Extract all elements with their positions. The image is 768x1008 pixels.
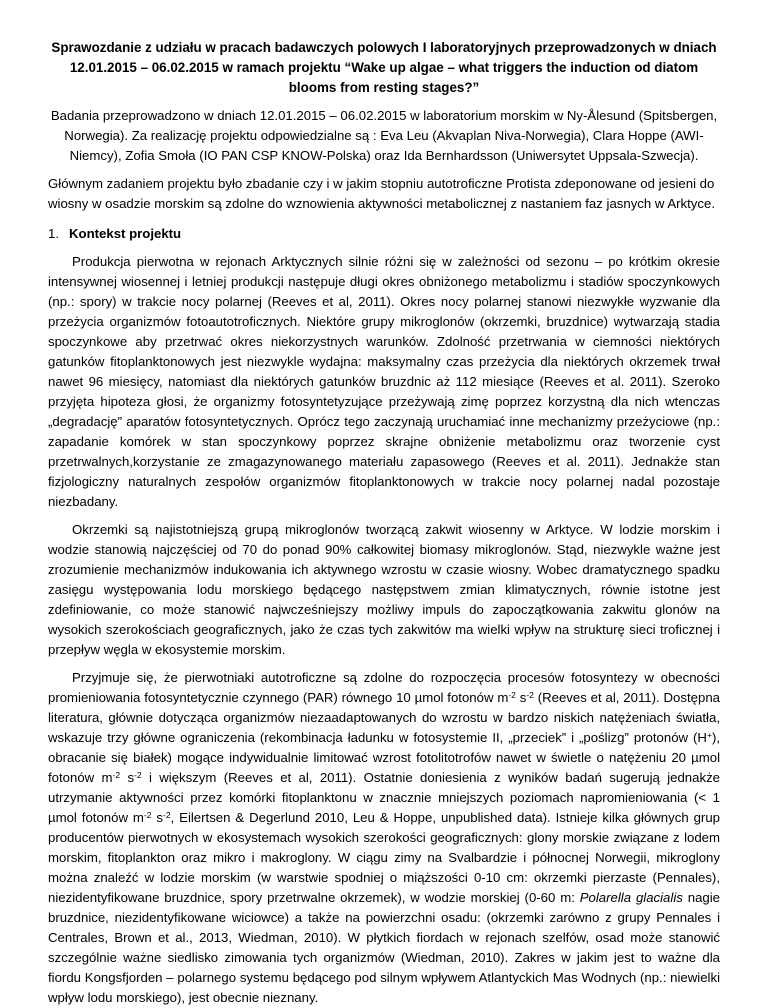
report-title: Sprawozdanie z udziału w pracach badawczych polowych I laboratoryjnych przeprowadzonych w dniach 12.01.2015 – 06.02.2015 w ramach projektu “Wake up algae – what triggers the induction od diatom blooms from resting stages?” — [51, 40, 717, 95]
section-number: 1. — [48, 226, 59, 241]
text-run: Przyjmuje się, że pierwotniaki autotroficzne są zdolne do rozpoczęcia procesów fotosyntezy w obecności promieniowania fotosyntetycznie czynnego (PAR) równego 10 µmol fotonów m — [48, 670, 720, 705]
section-label: Kontekst projektu — [69, 226, 182, 241]
superscript: -2 — [143, 810, 152, 820]
text-run: s — [515, 690, 527, 705]
body-paragraph-1: Produkcja pierwotna w rejonach Arktycznych silnie różni się w zależności od sezonu – po krótkim okresie intensywnej wiosennej i letniej produkcji następuje długi okres obniżonego metabolizmu i stadiów spoczynkowych (np.: spory) w trakcie nocy polarnej (Reeves et al, 2011). Okres nocy polarnej stanowi niezwykłe wyzwanie dla przeżycia organizmów fotoautotroficznych. Niektóre grupy mikroglonów (okrzemki, bruzdnice) wytwarzają stadia spoczynkowe aby przetrwać okres niekorzystnych warunków. Zdolność przetrwania w ciemności niektórych gatunków fitoplanktonowych jest niezwykle wydajna: maksymalny czas przeżycia dla niektórych okrzemek trwał nawet 96 miesięcy, natomiast dla niektórych gatunków bruzdnic aż 112 miesiące (Reeves et al. 2011). Szeroko przyjęta hipoteza głosi, że organizmy fotosyntetyzujące przeżywają zimę poprzez korzystną dla nich wtenczas „degradację” aparatów fotosyntetycznych. Oprócz tego zaczynają uruchamiać inne mechanizmy przeżyciowe (np.: zapadanie komórek w stan spoczynkowy poprzez skrajne obniżenie metabolizmu oraz tworzenie cyst przetrwalnych,korzystanie ze zmagazynowanego materiału zapasowego (Reeves et al. 2011). Jednakże stan fizjologiczny naturalnych zespołów organizmów fitoplanktonowych w trakcie nocy polarnej nadal pozostaje niezbadany. — [48, 254, 720, 509]
superscript: + — [706, 730, 712, 740]
superscript: -2 — [162, 810, 171, 820]
text-run: s — [151, 810, 163, 825]
text-run: s — [120, 770, 135, 785]
section-heading — [48, 224, 720, 244]
body-paragraph-2: Okrzemki są najistotniejszą grupą mikroglonów tworzącą zakwit wiosenny w Arktyce. W lodzie morskim i wodzie stanowią najczęściej od 70 do ponad 90% całkowitej biomasy mikroglonów. Stąd, niezwykle ważne jest zrozumienie mechanizmów indukowania ich aktywnego wzrostu w czasie wiosny. Wobec dramatycznego spadku zasięgu występowania lodu morskiego będącego następstwem zmian klimatycznych, równie istotne jest zdefiniowanie, co może stanowić najwcześniejszy możliwy impuls do zapoczątkowania zakwitu glonów na wysokich szerokościach geograficznych, jako że czas tych zakwitów ma wielki wpływ na strukturę sieci troficznej i przepływ węgla w ekosystemie morskim. — [48, 522, 720, 657]
intro-paragraph: Badania przeprowadzono w dniach 12.01.2015 – 06.02.2015 w laboratorium morskim w Ny-Ålesund (Spitsbergen, Norwegia). Za realizację projektu odpowiedzialne są : Eva Leu (Akvaplan Niva-Norwegia), Clara Hoppe (AWI-Niemcy), Zofia Smoła (IO PAN CSP KNOW-Polska) oraz Ida Bernhardsson (Uniwersytet Uppsala-Szwecja). — [50, 108, 718, 163]
text-run: nagie bruzdnice, niezidentyfikowane wiciowce) a także na powierzchni osadu: (okrzemki zarówno z grupy Pennales i Centrales, Brown et al., 2013, Wiedman, 2010). W płytkich fiordach w rejonach szelfów, osad może stanowić szczególnie ważne siedlisko zimowania tych organizmów (Wiedman, 2010). Zakres w jakim jest to ważne dla fiordu Kongsfjorden – polarnego systemu będącego pod silnym wpływem Atlantyckich Mas Wodnych (np.: niewielki wpływ lodu morskiego), jest obecnie nieznany. — [48, 890, 720, 1005]
text-run: ), obracanie się białek) mogące indywidualnie limitować wzrost fotolitotrofów nawet w świetle o natężeniu 20 µmol fotonów m — [48, 730, 720, 785]
species-name: Polarella glacialis — [579, 890, 683, 905]
text-run: i większym (Reeves et al, 2011). Ostatnie doniesienia z wyników badań sugerują jednakże utrzymanie aktywności przez komórki fitoplanktonu w znacznie mniejszych poziomach napromieniowania (< 1 µmol fotonów m — [48, 770, 720, 825]
superscript: -2 — [112, 770, 121, 780]
superscript: -2 — [526, 690, 534, 700]
body-paragraph-3 — [48, 668, 720, 1008]
superscript: -2 — [508, 690, 516, 700]
text-run: (Reeves et al, 2011). Dostępna literatura, głównie dotycząca organizmów niezaadaptowanych do wzrostu w bardzo niskich natężeniach światła, wskazuje trzy główne ograniczenia (rekombinacja ładunku w fotosystemie II, „przeciek” i „poślizg” protonów (H — [48, 690, 720, 745]
main-goal-paragraph: Głównym zadaniem projektu było zbadanie czy i w jakim stopniu autotroficzne Protista zdeponowane od jesieni do wiosny w osadzie morskim są zdolne do wznowienia aktywności metabolicznej z nastaniem faz jasnych w Arktyce. — [48, 176, 715, 211]
text-run: , Eilertsen & Degerlund 2010, Leu & Hoppe, unpublished data). Istnieje kilka głównych grup producentów pierwotnych w ekosystemach wysokich szerokości geograficznych: glony morskie związane z lodem morskim, fitoplankton oraz mikro i makroglony. W ciągu zimy na Svalbardzie i północnej Norwegii, mikroglony można znaleźć w lodzie morskim (w warstwie spodniej o miąższości 0-10 cm: okrzemki pierzaste (Pennales), niezidentyfikowane bruzdnice, spory przetrwalne okrzemek), w wodzie morskiej (0-60 m: — [48, 810, 720, 905]
superscript: -2 — [134, 770, 142, 780]
